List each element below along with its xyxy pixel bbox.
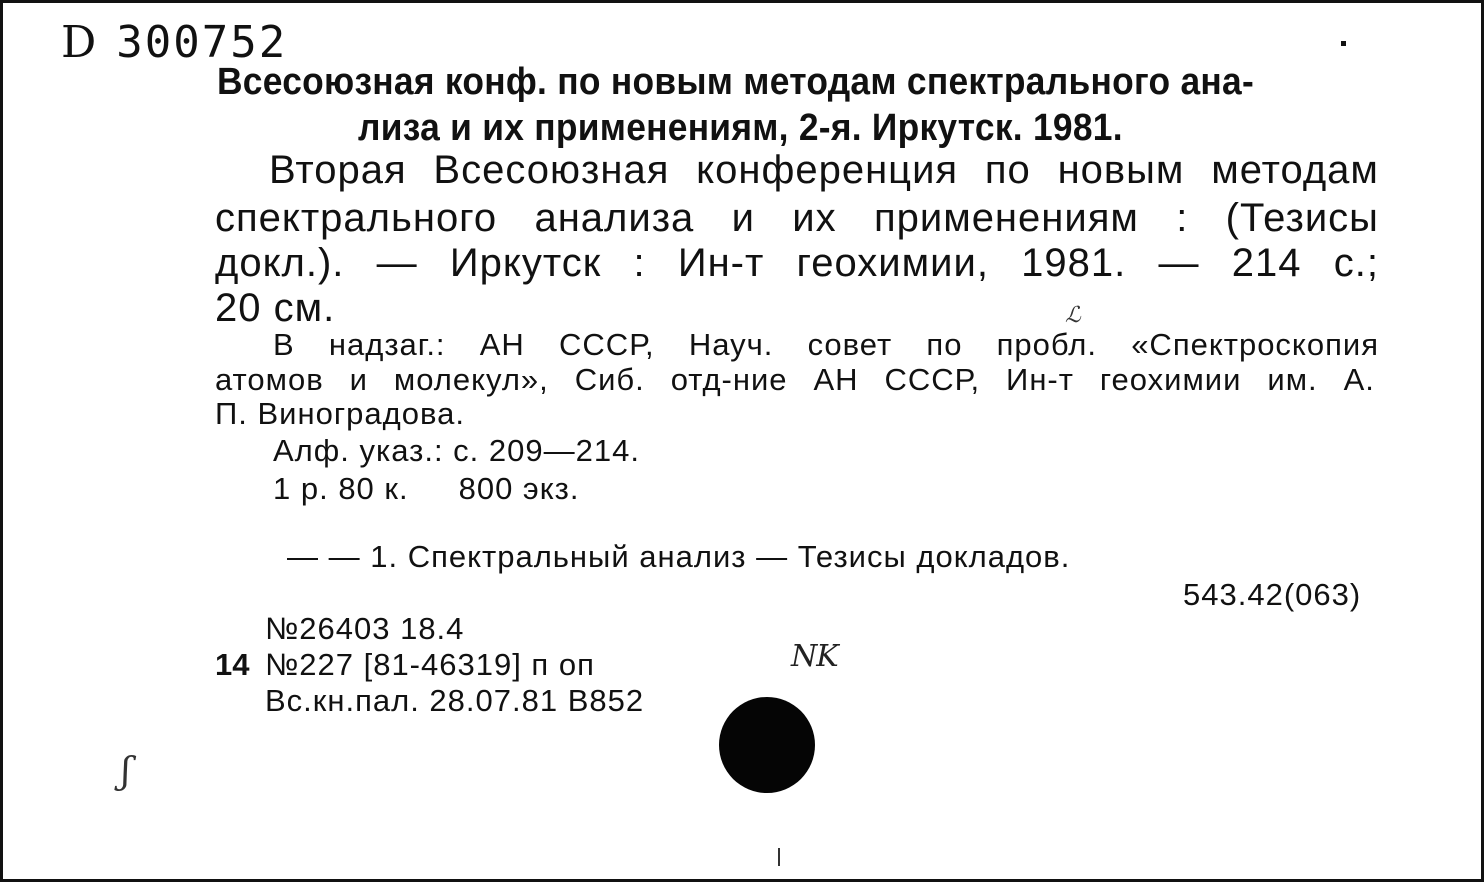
registration-number-bold: 14: [215, 647, 250, 682]
classification-code: 543.42(063): [1183, 577, 1362, 612]
registration-line-1: №26403 18.4: [265, 611, 465, 646]
word: их: [792, 196, 837, 240]
word: надзаг.:: [328, 327, 446, 362]
heading-line-1: Всесоюзная конф. по новым методам спектрального ана-: [217, 61, 1254, 103]
heading-line-2: лиза и их применениям, 2-я. Иркутск. 1981.: [358, 107, 1123, 149]
word: —: [1158, 241, 1200, 285]
notes-line-1: [273, 327, 1379, 363]
description-line-4: 20 см.: [215, 286, 336, 330]
card-id-letter: D: [61, 17, 99, 68]
word: геохимии,: [796, 241, 989, 285]
card-id-number: 300752: [116, 17, 288, 68]
subject-heading: — — 1. Спектральный анализ — Тезисы докладов.: [287, 539, 1071, 574]
punch-hole: [719, 697, 815, 793]
word: —: [376, 241, 418, 285]
word: молекул»,: [393, 362, 549, 397]
word: совет: [807, 327, 893, 362]
word: пробл.: [996, 327, 1097, 362]
notes-line-2: [215, 362, 1375, 398]
description-line-1: [269, 148, 1379, 193]
word: Науч.: [688, 327, 774, 362]
description-line-3: [215, 241, 1379, 286]
word: атомов: [215, 362, 324, 397]
word: анализа: [534, 196, 695, 240]
word: АН: [479, 327, 525, 362]
pencil-mark: ʃ: [121, 751, 131, 792]
word: :: [1176, 196, 1189, 240]
alphabetical-index: Алф. указ.: с. 209—214.: [273, 433, 640, 468]
word: АН: [813, 362, 859, 397]
price: 1 р. 80 к.: [273, 471, 409, 506]
word: им.: [1267, 362, 1318, 397]
word: СССР,: [884, 362, 981, 397]
word: отд-ние: [670, 362, 788, 397]
registration-line-3: Вс.кн.пал. 28.07.81 В852: [265, 683, 645, 718]
word: Иркутск: [449, 241, 602, 285]
word: Всесоюзная: [433, 148, 670, 192]
word: докл.).: [215, 241, 345, 285]
word: В: [273, 327, 295, 362]
word: Ин-т: [677, 241, 765, 285]
word: Сиб.: [574, 362, 645, 397]
word: 214: [1231, 241, 1302, 285]
word: методам: [1211, 148, 1379, 192]
word: :: [633, 241, 646, 285]
handwritten-note: NK: [791, 639, 838, 674]
word: конференция: [696, 148, 959, 192]
word: с.;: [1333, 241, 1379, 285]
notes-line-3: П. Виноградова.: [215, 396, 465, 431]
word: (Тезисы: [1225, 196, 1379, 240]
description-line-2: [215, 196, 1379, 241]
word: применениям: [873, 196, 1139, 240]
copies: 800 экз.: [458, 471, 580, 506]
word: «Спектроскопия: [1131, 327, 1379, 362]
pencil-annotation-mark: ℒ: [1065, 303, 1081, 328]
word: Вторая: [269, 148, 407, 192]
word: геохимии: [1099, 362, 1242, 397]
price-and-copies: [273, 471, 579, 507]
word: 1981.: [1021, 241, 1127, 285]
word: по: [984, 148, 1031, 192]
word: СССР,: [559, 327, 655, 362]
word: и: [731, 196, 755, 240]
corner-dot: [1341, 41, 1346, 46]
word: спектрального: [215, 196, 498, 240]
word: и: [349, 362, 368, 397]
registration-line-2: №227 [81-46319] п оп: [265, 647, 595, 682]
pencil-tick-mark: [778, 848, 780, 866]
word: новым: [1057, 148, 1185, 192]
word: А.: [1343, 362, 1375, 397]
word: по: [926, 327, 963, 362]
word: Ин-т: [1006, 362, 1074, 397]
